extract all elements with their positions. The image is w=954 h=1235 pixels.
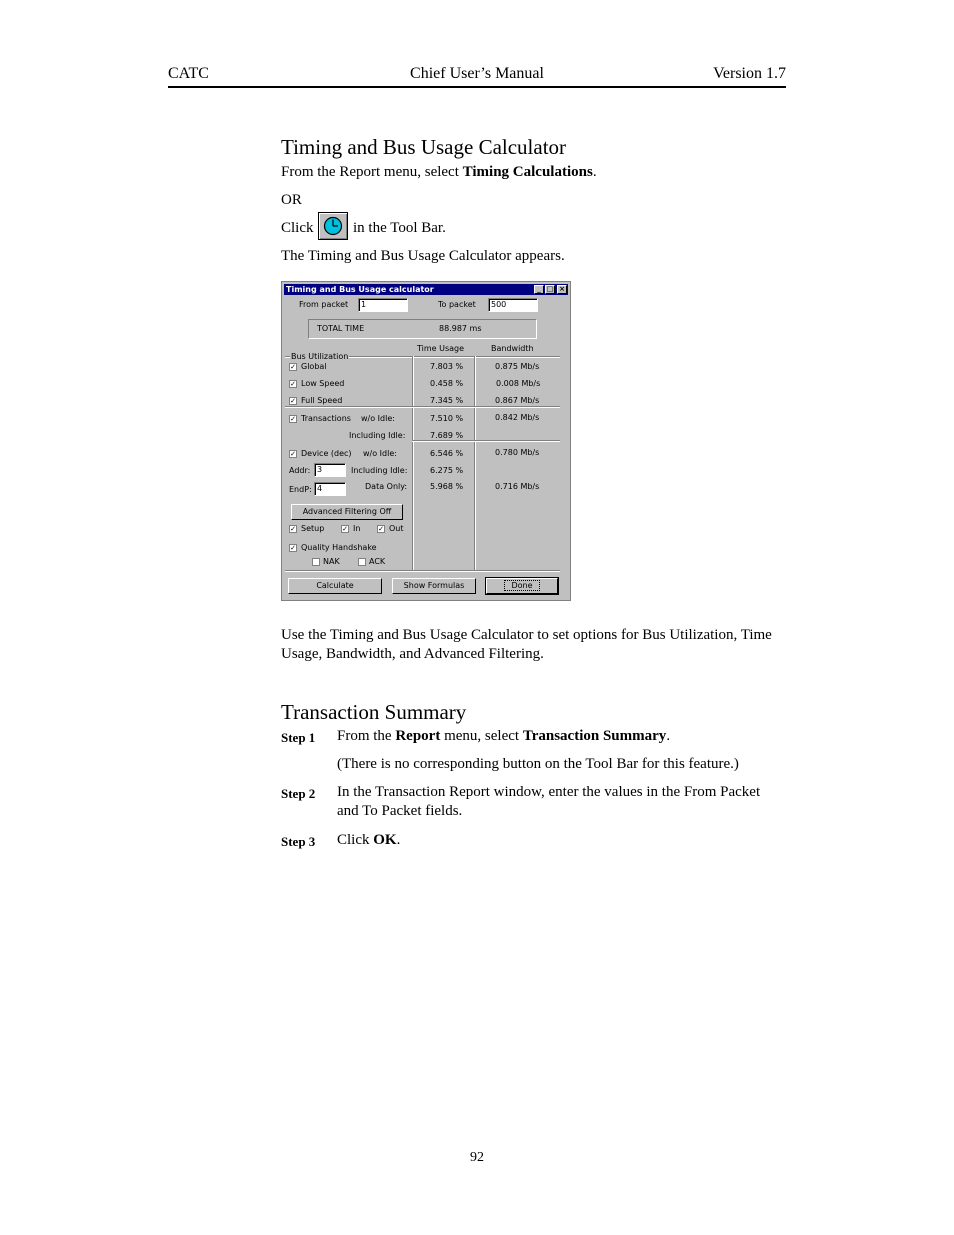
maximize-icon[interactable]: □ bbox=[546, 285, 554, 293]
minimize-icon[interactable]: _ bbox=[534, 285, 544, 294]
calculator-dialog bbox=[281, 281, 571, 601]
column-divider-2 bbox=[474, 356, 476, 570]
transactions-checkbox[interactable]: ✓ bbox=[290, 415, 296, 423]
out-checkbox[interactable]: ✓ bbox=[378, 525, 384, 533]
header-left: CATC bbox=[168, 65, 209, 82]
section-title-timing: Timing and Bus Usage Calculator bbox=[281, 135, 567, 159]
step-3-pre: Click bbox=[337, 832, 374, 848]
click-text: Click bbox=[281, 220, 314, 236]
total-time-label: TOTAL TIME bbox=[317, 324, 365, 333]
done-button[interactable] bbox=[486, 578, 558, 594]
footer-divider bbox=[285, 570, 560, 572]
bandwidth-header: Bandwidth bbox=[491, 344, 534, 353]
step-1-pre: From the bbox=[337, 728, 396, 744]
endp-label: EndP: bbox=[289, 485, 312, 494]
in-checkbox[interactable]: ✓ bbox=[342, 525, 348, 533]
full-speed-checkbox[interactable]: ✓ bbox=[290, 397, 296, 405]
calculate-button[interactable]: Calculate bbox=[288, 578, 382, 594]
advanced-filtering-button[interactable]: Advanced Filtering Off bbox=[291, 504, 403, 520]
transactions-including-idle-label: Including Idle: bbox=[349, 431, 406, 440]
instruction-text: From the Report menu, select bbox=[281, 164, 463, 180]
to-packet-input[interactable]: 500 bbox=[488, 298, 538, 312]
step-2-label: Step 2 bbox=[281, 786, 316, 801]
instruction-period: . bbox=[592, 164, 597, 180]
device-bandwidth: 0.780 Mb/s bbox=[495, 448, 540, 457]
from-packet-input[interactable]: 1 bbox=[358, 298, 408, 312]
nak-checkbox[interactable] bbox=[312, 558, 320, 566]
done-label: Done bbox=[504, 580, 539, 591]
global-time: 7.803 % bbox=[430, 362, 464, 371]
step-1-mid: menu, select bbox=[440, 728, 523, 744]
toolbar-text: in the Tool Bar. bbox=[353, 220, 446, 236]
device-including-idle-time: 6.275 % bbox=[430, 466, 464, 475]
low-speed-time: 0.458 % bbox=[430, 379, 464, 388]
step-2-line-2: and To Packet fields. bbox=[337, 803, 463, 819]
step-3-label: Step 3 bbox=[281, 834, 316, 849]
instruction-line bbox=[281, 163, 597, 182]
data-only-label: Data Only: bbox=[365, 482, 408, 491]
nak-label: NAK bbox=[323, 557, 340, 566]
or-text: OR bbox=[281, 192, 302, 208]
step-3-period: . bbox=[396, 832, 401, 848]
transactions-label: Transactions bbox=[301, 414, 351, 423]
full-speed-bandwidth: 0.867 Mb/s bbox=[495, 396, 540, 405]
global-label: Global bbox=[301, 362, 327, 371]
step-3-ok: OK bbox=[373, 832, 397, 848]
column-divider-1 bbox=[412, 356, 414, 570]
data-only-bandwidth: 0.716 Mb/s bbox=[495, 482, 540, 491]
calculator-description: Use the Timing and Bus Usage Calculator to set options for Bus Utilization, Time Usage, Bandwidth, and Advanced Filtering. bbox=[281, 627, 772, 662]
step-1-note: (There is no corresponding button on the Tool Bar for this feature.) bbox=[337, 756, 739, 772]
transactions-wo-idle-time: 7.510 % bbox=[430, 414, 464, 423]
step-3-text bbox=[337, 831, 400, 850]
clock-icon bbox=[323, 216, 343, 236]
device-checkbox[interactable]: ✓ bbox=[290, 450, 296, 458]
clock-toolbar-button bbox=[318, 212, 348, 240]
setup-checkbox[interactable]: ✓ bbox=[290, 525, 296, 533]
step-1-label: Step 1 bbox=[281, 730, 316, 745]
setup-label: Setup bbox=[301, 524, 325, 533]
total-time-box bbox=[308, 319, 537, 339]
data-only-time: 5.968 % bbox=[430, 482, 464, 491]
dialog-title-bar bbox=[284, 284, 568, 295]
quality-handshake-checkbox[interactable]: ✓ bbox=[290, 544, 296, 552]
section-title-transaction-summary: Transaction Summary bbox=[281, 700, 467, 724]
header-right: Version 1.7 bbox=[713, 65, 786, 82]
device-label: Device (dec) bbox=[301, 449, 352, 458]
dialog-title: Timing and Bus Usage calculator bbox=[286, 285, 434, 294]
total-time-value: 88.987 ms bbox=[439, 324, 482, 333]
low-speed-checkbox[interactable]: ✓ bbox=[290, 380, 296, 388]
global-checkbox[interactable]: ✓ bbox=[290, 363, 296, 371]
transactions-wo-idle-label: w/o Idle: bbox=[361, 414, 395, 423]
endp-input[interactable]: 4 bbox=[314, 482, 346, 496]
to-packet-label: To packet bbox=[438, 300, 476, 309]
out-label: Out bbox=[389, 524, 404, 533]
step-1-text bbox=[337, 727, 670, 746]
low-speed-label: Low Speed bbox=[301, 379, 345, 388]
show-formulas-button[interactable]: Show Formulas bbox=[392, 578, 476, 594]
ack-label: ACK bbox=[369, 557, 386, 566]
full-speed-label: Full Speed bbox=[301, 396, 343, 405]
step-1-report: Report bbox=[395, 728, 441, 744]
in-label: In bbox=[353, 524, 361, 533]
time-usage-header: Time Usage bbox=[417, 344, 465, 353]
addr-input[interactable]: 3 bbox=[314, 463, 346, 477]
close-icon[interactable]: × bbox=[557, 285, 567, 294]
appears-text: The Timing and Bus Usage Calculator appears. bbox=[281, 248, 565, 264]
device-including-idle-label: Including Idle: bbox=[351, 466, 408, 475]
ack-checkbox[interactable] bbox=[358, 558, 366, 566]
header-center: Chief User’s Manual bbox=[410, 65, 544, 82]
step-1-period: . bbox=[666, 728, 671, 744]
quality-handshake-label: Quality Handshake bbox=[301, 543, 377, 552]
page-number: 92 bbox=[470, 1150, 484, 1165]
page-header bbox=[168, 64, 786, 88]
low-speed-bandwidth: 0.008 Mb/s bbox=[496, 379, 541, 388]
transactions-including-idle-time: 7.689 % bbox=[430, 431, 464, 440]
transactions-bandwidth: 0.842 Mb/s bbox=[495, 413, 540, 422]
device-wo-idle-label: w/o Idle: bbox=[363, 449, 397, 458]
full-speed-time: 7.345 % bbox=[430, 396, 464, 405]
step-1-transaction-summary: Transaction Summary bbox=[522, 728, 667, 744]
global-bandwidth: 0.875 Mb/s bbox=[495, 362, 540, 371]
row-divider-1 bbox=[285, 406, 560, 408]
from-packet-label: From packet bbox=[299, 300, 349, 309]
step-2-line-1: In the Transaction Report window, enter the values in the From Packet bbox=[337, 784, 761, 800]
addr-label: Addr: bbox=[289, 466, 311, 475]
device-wo-idle-time: 6.546 % bbox=[430, 449, 464, 458]
instruction-bold: Timing Calculations bbox=[462, 164, 593, 180]
bus-utilization-group-label: Bus Utilization bbox=[291, 352, 349, 361]
